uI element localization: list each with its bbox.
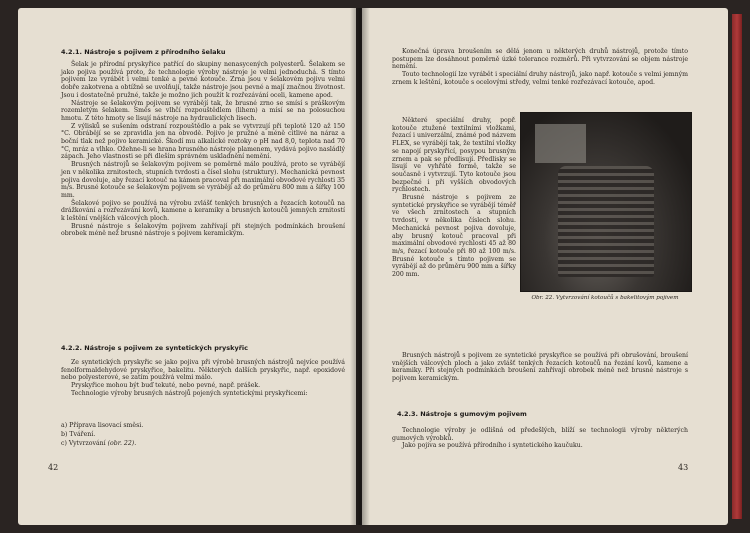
- paragraph: Ze syntetických pryskyřic se jako pojiva při výrobě brusných nástrojů nejvíce používá fenolformaldehydové pryskyřice, bakelitu. Některých dalších pryskyřic, např. epoxidové nebo polyesterové, se zatím používá velmi málo.: [61, 359, 345, 382]
- paragraph: Brusné nástroje s pojivem ze syntetické pryskyřice se vyrábějí téměř ve všech zrnitostech a stupních tvrdosti, v několika číslech slohu. Mechanická pevnost pojiva dovoluje, aby brusný kotouč pracoval při maximální obvodové rychlosti 45 až 80 m/s, řezací kotouče při 80 až 100 m/s. Brusné kotouče s tímto pojivem se vyrábějí až do průměru 900 mm a šířky 200 mm.: [392, 194, 516, 279]
- figure-22-caption: Obr. 22. Vytvrzování kotoučů s bakelitovým pojivem: [531, 295, 679, 301]
- right-page: [362, 8, 728, 525]
- section-text-shellac: [61, 61, 345, 238]
- paragraph: Nástroje se šelakovým pojivem se vyrábějí tak, že brusné zrno se smísí s práškovým rozemletým šelakem. Směs se vlhčí rozpouštědlem (lihem) a mísí se na polosuchou hmotu. Z této hmoty se lisují nástroje na hydraulických lisech.: [61, 99, 345, 122]
- section-heading-4-2-2: 4.2.2. Nástroje s pojivem ze syntetických pryskyřic: [61, 344, 249, 352]
- paragraph: Pryskyřice mohou být buď tekuté, nebo pevné, např. prášek.: [71, 382, 261, 390]
- list-item: c) Vytvrzování (obr. 22).: [61, 440, 137, 447]
- book-cover-edge: [732, 14, 742, 519]
- list-item: b) Tváření.: [61, 431, 96, 438]
- left-page: [18, 8, 356, 525]
- paragraph: Technologie výroby je odlišná od předešlých, blíží se technologii výroby některých gumových výrobků.: [392, 427, 688, 442]
- book-gutter: [350, 8, 370, 525]
- photo-curing-oven: [558, 166, 653, 276]
- paragraph: Některé speciální druhy, popř. kotouče ztužené textilními vložkami, řezací i univerzální, známé pod názvem FLEX, se vyrábějí tak, že textilní vložky se napojí pryskyřicí, posypou brusným zrnem a pak se předlisují. Předlisky se lisují ve vyhřáté formě, takže se současně i vytvrzují. Tyto kotouče jsou bezpečné i při vyšších obvodových rychlostech.: [392, 117, 516, 194]
- paragraph: Z výlisků se sušením odstraní rozpouštědlo a pak se vytvrzují při teplotě 120 až 150 °C. Obrábějí se se zpravidla jen na obvodě. Pojivo je pružné a méně citlivé na náraz a boční tlak než pojivo keramické. Škodí mu alkalické roztoky o pH nad 8,0, teplota nad 70 °C, mráz a vlhko. Ožehne-li se hrana brusného nástroje plamenem, vydává pojivo nasládlý zápach. Jeho vlastnosti se při dleším správném uskladnění nemění.: [61, 122, 345, 161]
- figure-22-photo: [520, 112, 692, 292]
- paragraph: Šelak je přírodní pryskyřice patřící do skupiny nenasycených polyesterů. Šelakem se jako pojiva používá proto, že technologie výroby nástroje je velmi jednoduchá. S tímto pojivem lze vyrábět i velmi tenké a pevné kotouče. Zrna jsou v šelakovém pojivu velmi dobře zakotvena a obtížně se uvolňují, takže nástroje jsou pevné a mají značnou životnost. Jsou i dostatečně pružné, takže je možno jich použít k rozřezávání oceli, kamene apod.: [61, 61, 345, 99]
- paragraph: Touto technologií lze vyrábět i speciální druhy nástrojů, jako např. kotouče s velmi jemným zrnem k leštění, kotouče s ocelovými středy, velmi tenké rozřezávací kotouče, apod.: [392, 71, 688, 86]
- page-number-left: 42: [48, 463, 59, 472]
- paragraph: Brusné nástroje s šelakovým pojivem zahřívají při stejných podmínkách broušení obrobek méně než brusné nástroje s pojivem keramickým.: [61, 222, 345, 238]
- process-list: [61, 421, 143, 448]
- figure-reference: (obr. 22).: [107, 440, 137, 447]
- section-heading-4-2-3: 4.2.3. Nástroje s gumovým pojivem: [397, 410, 527, 418]
- paragraph: Konečná úprava broušením se dělá jenom u některých druhů nástrojů, protože tímto postupem lze dosáhnout poměrně úzké tolerance rozměrů. Při vytvrzování se objem nástroje nemění.: [392, 48, 688, 71]
- paragraph-top: [392, 48, 688, 87]
- section-text-synthetic: [61, 359, 345, 398]
- paragraph-beside-figure: [392, 117, 516, 279]
- paragraph: Brusných nástrojů se šelakovým pojivem se poměrně málo používá, proto se vyrábějí jen v několika zrnitostech, stupních tvrdosti a čísel slohu (struktury). Mechanická pevnost pojiva dovoluje, aby řezací kotouč na kámen pracoval při maximální obvodové rychlosti 35 m/s. Brusné kotouče se šelakovým pojivem se vyrábějí až do průměru 800 mm a šířky 100 mm.: [61, 161, 345, 199]
- paragraph: Brusných nástrojů s pojivem ze syntetické pryskyřice se používá při obrušování, broušení vnějších válcových ploch a jako zvlášť tenkých řezacích kotoučů na řezání kovů, kamene a keramiky. Při stejných podmínkách broušení zahřívají obrobek méně než brusné nástroje s pojivem keramickým.: [392, 352, 688, 383]
- paragraph: Jako pojiva se používá přírodního i syntetického kaučuku.: [402, 442, 583, 450]
- photo-window-area: [535, 124, 586, 163]
- list-item: a) Příprava lisovací směsi.: [61, 422, 144, 429]
- section-heading-4-2-1: 4.2.1. Nástroje s pojivem z přírodního šelaku: [61, 48, 226, 56]
- paragraph-applications: [392, 352, 688, 383]
- paragraph: Šelakové pojivo se používá na výrobu zvlášť tenkých brusných a řezacích kotoučů na drážkování a rozřezávání kovů, kamene a keramiky a brusných kotoučů jemných zrnitostí k leštění vnějších válcových ploch.: [61, 199, 345, 223]
- page-number-right: 43: [678, 463, 689, 472]
- section-text-rubber: [392, 427, 688, 450]
- paragraph: Technologie výroby brusných nástrojů pojených syntetickými pryskyřicemi:: [71, 389, 308, 397]
